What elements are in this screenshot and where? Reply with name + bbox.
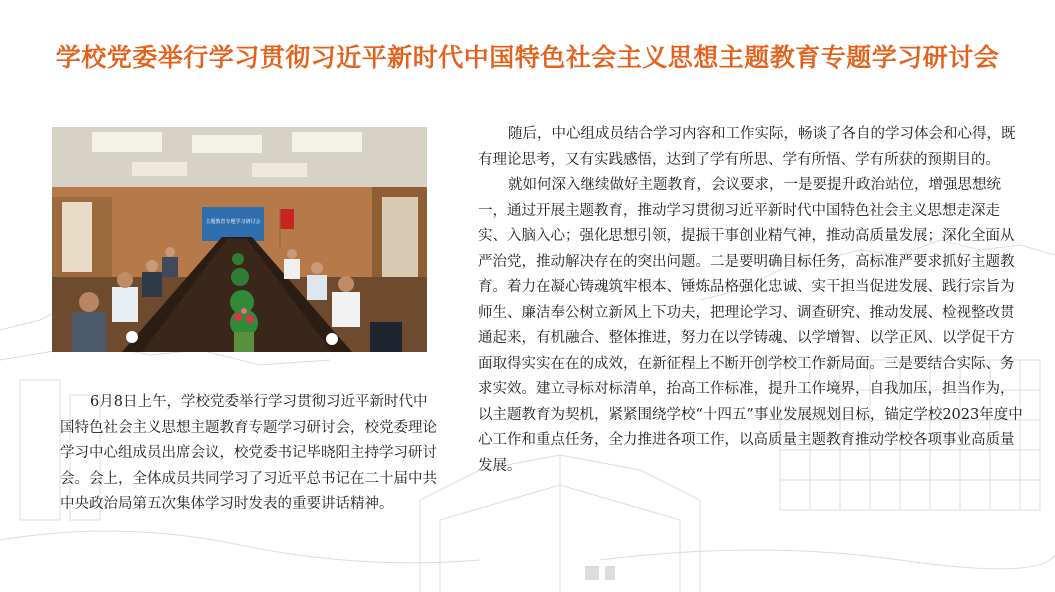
paragraph-requirements: 就如何深入继续做好主题教育，会议要求，一是要提升政治站位，增强思想统一，通过开展主题教育，推动学习贯彻习近平新时代中国特色社会主义思想走深走实、入脑入心；强化思想引领，提振干事创业精气神，推动高质量发展；深化全面从严治党，推动解决存在的突出问题。二是要明确目标任务，高标准严要求抓好主题教育。着力在凝心铸魂筑牢根本、锤炼品格强化忠诚、实干担当促进发展、践行宗旨为师生、廉洁奉公树立新风上下功夫，把理论学习、调查研究、推动发展、检视整改贯通起来，有机融合、整体推进，努力在以学铸魂、以学增智、以学正风、以学促干方面取得实实在在的成效，在新征程上不断开创学校工作新局面。三是要结合实际、务求实效。建立寻标对标清单，抬高工作标准，提升工作境界，自我加压，担当作为，以主题教育为契机，紧紧围绕学校“十四五”事业发展规划目标，锚定学校2023年度中心工作和重点任务，全力推进各项工作，以高质量主题教育推动学校各项事业高质量发展。 — [478, 177, 1023, 474]
page-title: 学校党委举行学习贯彻习近平新时代中国特色社会主义思想主题教育专题学习研讨会 — [55, 43, 1000, 72]
left-article-text — [60, 390, 440, 518]
paragraph-discussion: 随后，中心组成员结合学习内容和工作实际，畅谈了各自的学习体会和心得，既有理论思考，又有实践感悟，达到了学有所思、学有所悟、学有所获的预期目的。 — [478, 126, 1016, 168]
paragraph-meeting-summary: 6月8日上午，学校党委举行学习贯彻习近平新时代中国特色社会主义思想主题教育专题学习研讨会，校党委理论学习中心组成员出席会议，校党委书记毕晓阳主持学习研讨会。会上，全体成员共同学习了习近平总书记在二十届中共中央政治局第五次集体学习时发表的重要讲话精神。 — [60, 394, 437, 512]
potted-flower-icon — [230, 308, 258, 352]
screen-text: 主题教育专题学习研讨会 — [205, 219, 261, 225]
meeting-photo — [52, 127, 427, 352]
right-article-text — [478, 122, 1026, 479]
